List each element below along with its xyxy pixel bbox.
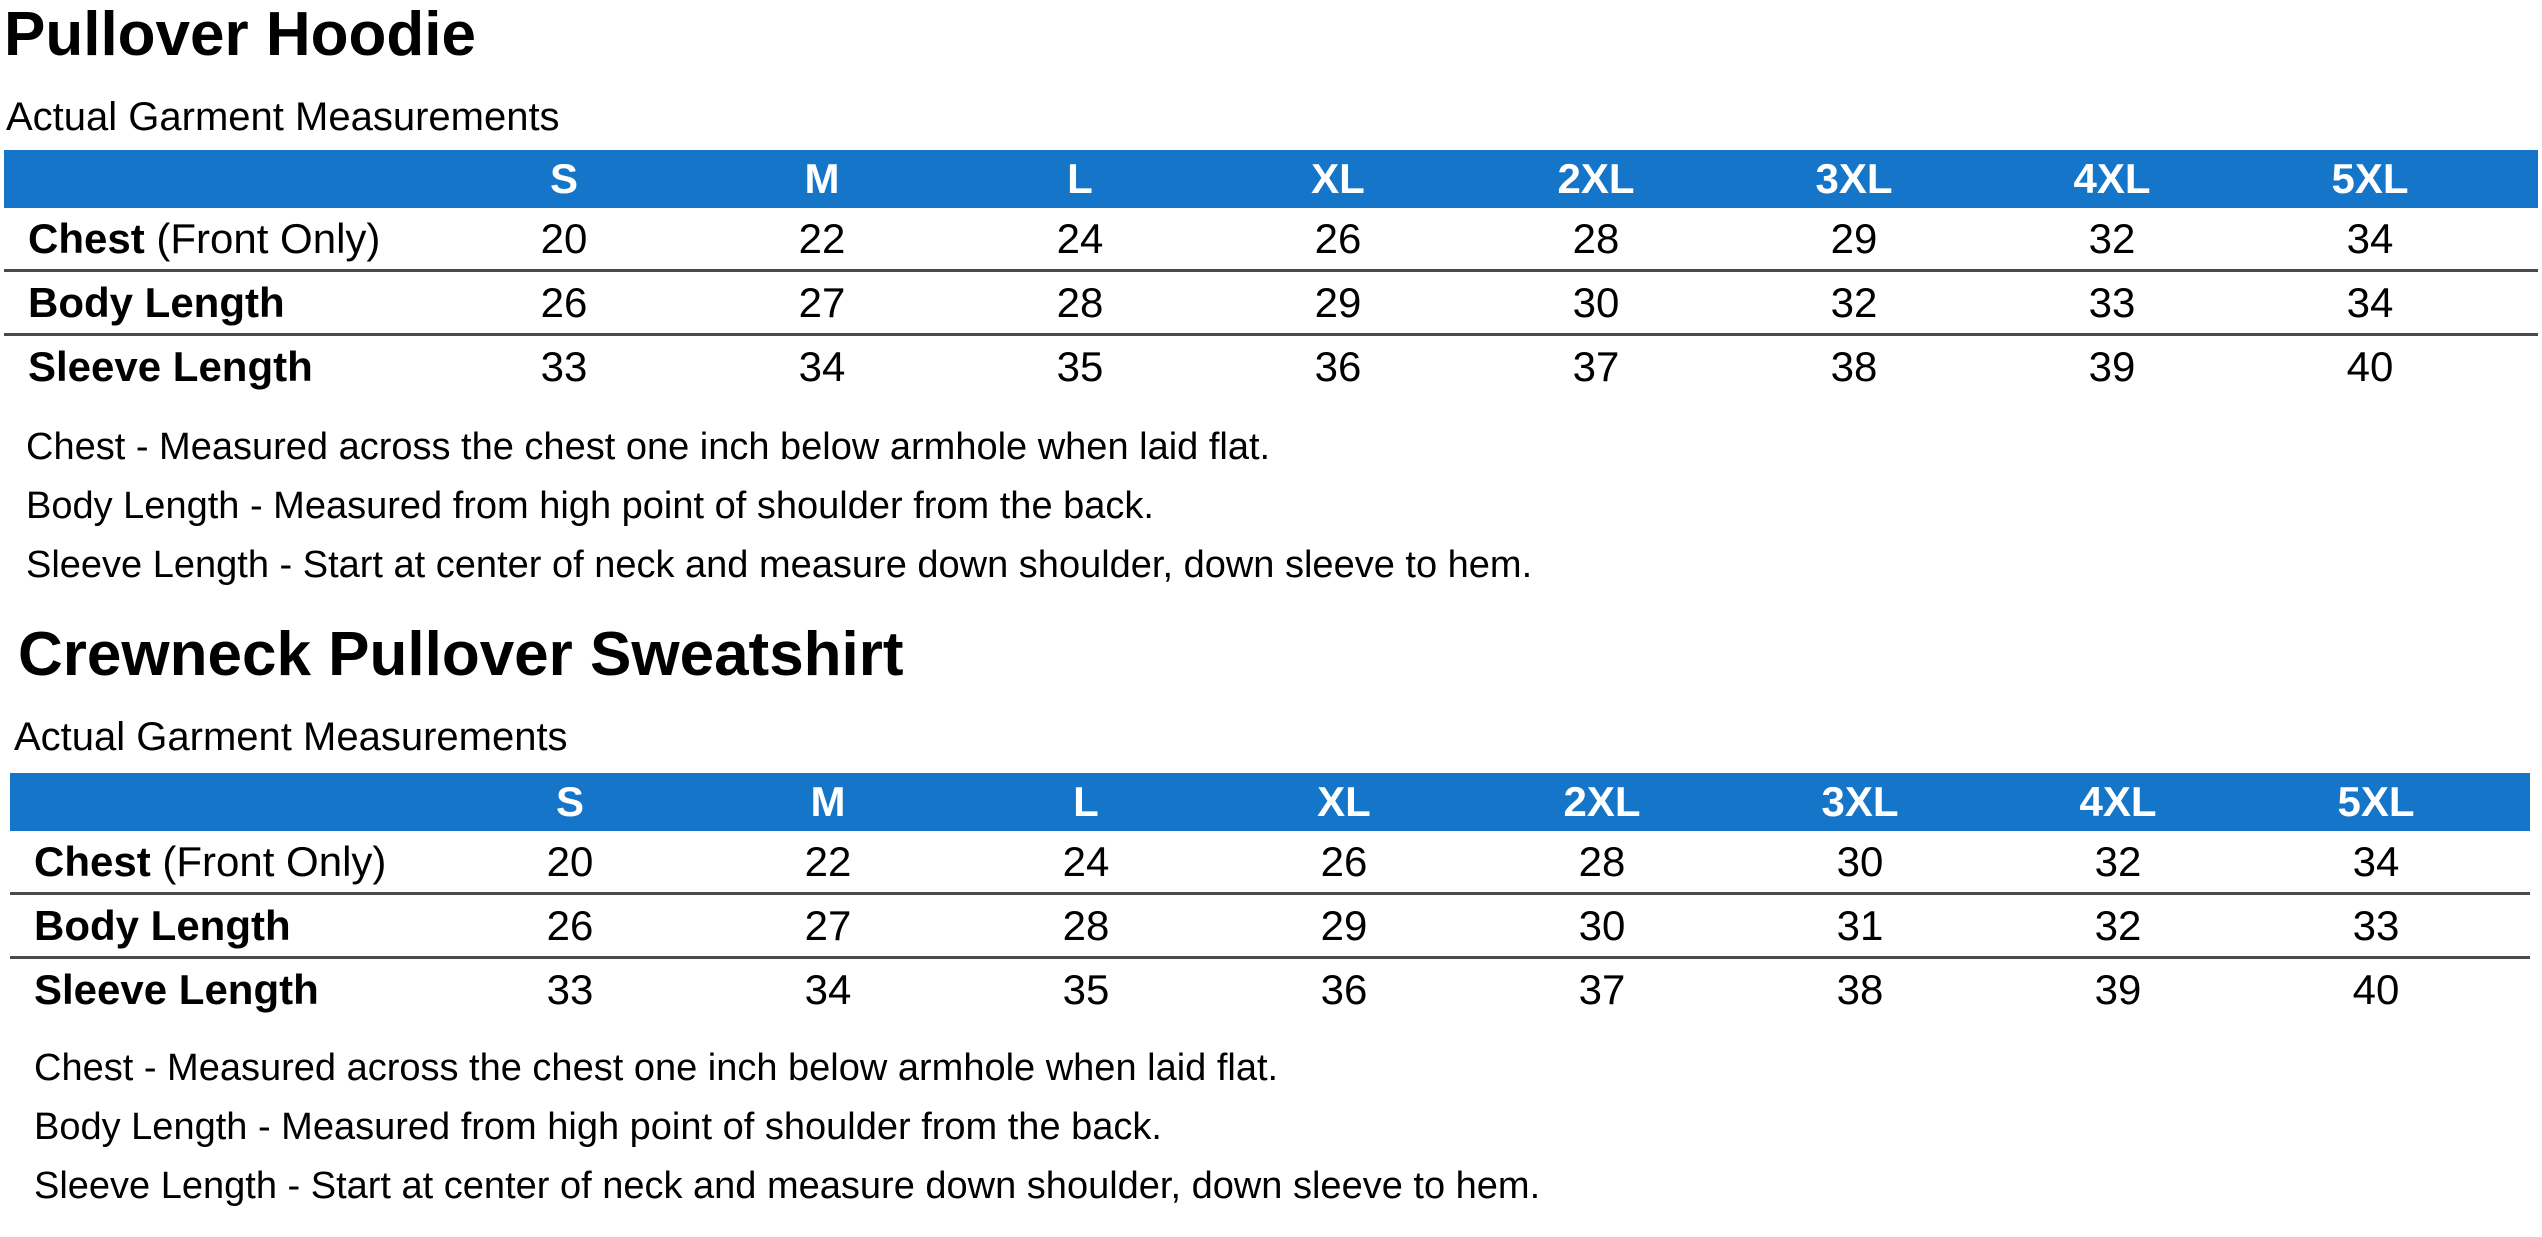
table-cell: 34 <box>798 343 846 390</box>
section-subtitle: Actual Garment Measurements <box>14 715 568 759</box>
size-header: XL <box>1317 778 1371 825</box>
table-cell: 36 <box>1320 966 1368 1013</box>
table-row-chest <box>10 831 2530 895</box>
table-cell: 26 <box>546 902 594 949</box>
table-cell: 33 <box>540 343 588 390</box>
table-cell: 39 <box>2088 343 2136 390</box>
table-cell: 28 <box>1062 902 1110 949</box>
table-cell: 35 <box>1062 966 1110 1013</box>
table-cell: 34 <box>2346 279 2394 326</box>
table-cell: 38 <box>1836 966 1884 1013</box>
table-cell: 27 <box>804 902 852 949</box>
note-sleeve-length: Sleeve Length - Start at center of neck and measure down shoulder, down sleeve to hem. <box>26 544 1533 586</box>
row-label <box>34 895 291 956</box>
size-header: 4XL <box>2079 778 2157 825</box>
table-cell: 24 <box>1062 838 1110 885</box>
table-cell: 20 <box>546 838 594 885</box>
table-header-row <box>4 150 2538 208</box>
table-row-sleeve-length <box>10 959 2530 1020</box>
table-cell: 30 <box>1578 902 1626 949</box>
size-header: L <box>1073 778 1099 825</box>
size-header: XL <box>1311 155 1365 202</box>
table-row-body-length <box>4 272 2538 336</box>
table-cell: 26 <box>1314 215 1362 262</box>
size-header: 5XL <box>2331 155 2409 202</box>
table-row-sleeve-length <box>4 336 2538 397</box>
size-chart-table <box>10 773 2530 1020</box>
table-cell: 20 <box>540 215 588 262</box>
table-cell: 36 <box>1314 343 1362 390</box>
row-label <box>34 959 319 1020</box>
table-cell: 38 <box>1830 343 1878 390</box>
section-subtitle: Actual Garment Measurements <box>6 95 560 139</box>
table-cell: 32 <box>2094 902 2142 949</box>
note-body-length: Body Length - Measured from high point of shoulder from the back. <box>34 1106 1162 1148</box>
table-cell: 40 <box>2346 343 2394 390</box>
table-cell: 30 <box>1572 279 1620 326</box>
table-cell: 32 <box>1830 279 1878 326</box>
table-cell: 37 <box>1578 966 1626 1013</box>
size-header: M <box>810 778 846 825</box>
row-label-bold: Body Length <box>28 279 285 326</box>
table-cell: 22 <box>804 838 852 885</box>
table-cell: 28 <box>1056 279 1104 326</box>
table-cell: 35 <box>1056 343 1104 390</box>
table-cell: 32 <box>2088 215 2136 262</box>
table-cell: 29 <box>1314 279 1362 326</box>
row-label-bold: Chest <box>28 215 145 262</box>
table-cell: 29 <box>1320 902 1368 949</box>
section-title: Pullover Hoodie <box>4 0 476 69</box>
size-header: 4XL <box>2073 155 2151 202</box>
table-cell: 34 <box>2346 215 2394 262</box>
row-label-note: (Front Only) <box>150 838 387 885</box>
size-header: 3XL <box>1821 778 1899 825</box>
row-label-note: (Front Only) <box>144 215 381 262</box>
row-label <box>28 208 380 269</box>
row-label <box>28 272 285 333</box>
table-cell: 22 <box>798 215 846 262</box>
table-cell: 26 <box>540 279 588 326</box>
table-cell: 33 <box>546 966 594 1013</box>
table-cell: 39 <box>2094 966 2142 1013</box>
size-header: 3XL <box>1815 155 1893 202</box>
size-header: 5XL <box>2337 778 2415 825</box>
table-row-body-length <box>10 895 2530 959</box>
row-label-bold: Sleeve Length <box>28 343 313 390</box>
table-row-chest <box>4 208 2538 272</box>
note-sleeve-length: Sleeve Length - Start at center of neck and measure down shoulder, down sleeve to hem. <box>34 1165 1541 1207</box>
size-header: S <box>555 778 584 825</box>
size-header: M <box>804 155 840 202</box>
table-cell: 34 <box>2352 838 2400 885</box>
table-cell: 24 <box>1056 215 1104 262</box>
size-header: S <box>549 155 578 202</box>
table-cell: 29 <box>1830 215 1878 262</box>
table-cell: 33 <box>2352 902 2400 949</box>
size-header: 2XL <box>1557 155 1635 202</box>
table-cell: 28 <box>1572 215 1620 262</box>
note-chest: Chest - Measured across the chest one inch below armhole when laid flat. <box>34 1047 1279 1089</box>
row-label-bold: Chest <box>34 838 151 885</box>
row-label-bold: Body Length <box>34 902 291 949</box>
table-cell: 30 <box>1836 838 1884 885</box>
table-cell: 28 <box>1578 838 1626 885</box>
table-cell: 32 <box>2094 838 2142 885</box>
table-cell: 31 <box>1836 902 1884 949</box>
row-label <box>34 831 386 892</box>
section-title: Crewneck Pullover Sweatshirt <box>18 620 904 689</box>
table-cell: 34 <box>804 966 852 1013</box>
table-cell: 40 <box>2352 966 2400 1013</box>
note-chest: Chest - Measured across the chest one inch below armhole when laid flat. <box>26 426 1271 468</box>
note-body-length: Body Length - Measured from high point of shoulder from the back. <box>26 485 1154 527</box>
size-header: 2XL <box>1563 778 1641 825</box>
measurement-notes <box>34 1039 1540 1216</box>
table-cell: 26 <box>1320 838 1368 885</box>
table-cell: 33 <box>2088 279 2136 326</box>
measurement-notes <box>26 418 1532 595</box>
table-cell: 37 <box>1572 343 1620 390</box>
table-cell: 27 <box>798 279 846 326</box>
size-header: L <box>1067 155 1093 202</box>
size-chart-table <box>4 150 2538 397</box>
row-label-bold: Sleeve Length <box>34 966 319 1013</box>
row-label <box>28 336 313 397</box>
table-header-row <box>10 773 2530 831</box>
